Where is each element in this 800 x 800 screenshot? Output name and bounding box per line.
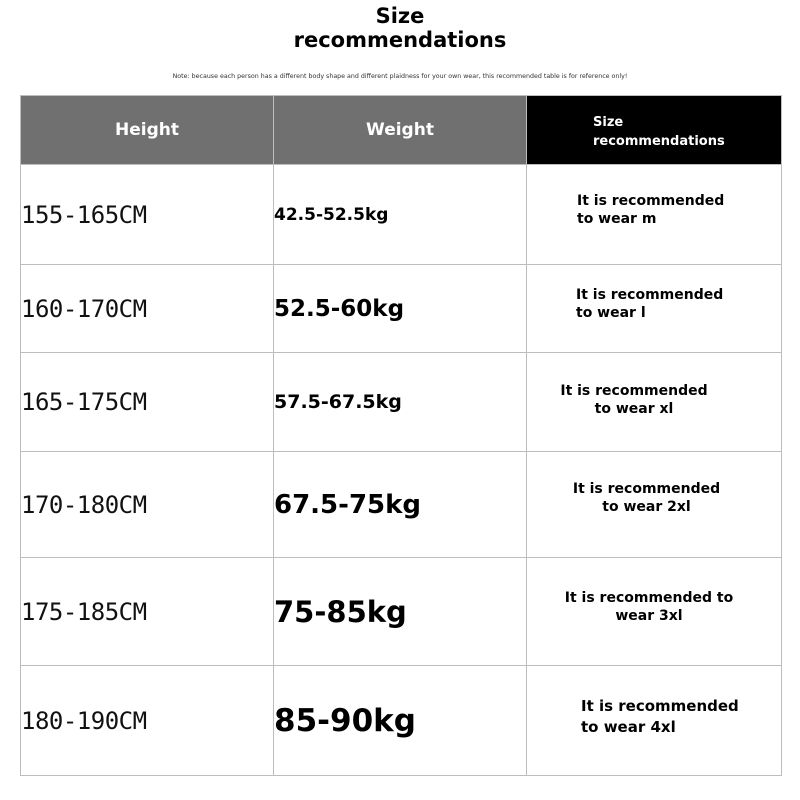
recommendation-line-2: to wear 2xl	[602, 498, 691, 515]
weight-cell: 42.5-52.5kg	[274, 165, 527, 265]
recommendation-line-1: It is recommended to	[564, 589, 734, 606]
table-row	[21, 353, 782, 452]
recommendation-line-2: to wear l	[576, 304, 646, 321]
recommendation-cell	[527, 666, 782, 776]
table-row	[21, 452, 782, 558]
size-table	[20, 95, 782, 776]
recommendation-line-2: wear 3xl	[615, 607, 683, 624]
size-column-header	[527, 96, 782, 165]
table-row	[21, 666, 782, 776]
recommendation-line-2: to wear 4xl	[581, 717, 676, 736]
weight-cell: 57.5-67.5kg	[274, 353, 527, 452]
page-title-line-1: Size	[375, 4, 425, 28]
weight-cell: 85-90kg	[274, 666, 527, 776]
height-cell: 170-180CM	[21, 452, 274, 558]
recommendation-cell	[527, 452, 782, 558]
size-header-line-1: Size	[593, 115, 624, 130]
page-title-line-2: recommendations	[293, 28, 507, 52]
recommendation-cell	[527, 265, 782, 353]
recommendation-line-1: It is recommended	[581, 696, 739, 715]
height-cell: 160-170CM	[21, 265, 274, 353]
weight-cell: 67.5-75kg	[274, 452, 527, 558]
height-cell: 155-165CM	[21, 165, 274, 265]
recommendation-line-1: It is recommended	[572, 480, 721, 497]
size-header-line-2: recommendations	[593, 134, 725, 149]
recommendation-line-1: It is recommended	[560, 383, 708, 399]
recommendation-line-2: to wear m	[577, 210, 657, 227]
height-cell: 165-175CM	[21, 353, 274, 452]
weight-column-header: Weight	[274, 96, 527, 165]
height-cell: 175-185CM	[21, 558, 274, 666]
recommendation-cell	[527, 353, 782, 452]
weight-cell: 75-85kg	[274, 558, 527, 666]
recommendation-line-1: It is recommended	[577, 192, 725, 209]
weight-cell: 52.5-60kg	[274, 265, 527, 353]
height-cell: 180-190CM	[21, 666, 274, 776]
height-column-header: Height	[21, 96, 274, 165]
table-row	[21, 265, 782, 353]
reference-note: Note: because each person has a different body shape and different plaidness for your own wear, this recommended table is for reference only!	[172, 73, 628, 80]
table-header-row	[21, 96, 782, 165]
recommendation-cell	[527, 165, 782, 265]
recommendation-cell	[527, 558, 782, 666]
table-row	[21, 558, 782, 666]
recommendation-line-2: to wear xl	[594, 401, 674, 417]
recommendation-line-1: It is recommended	[576, 286, 724, 303]
page-title	[0, 4, 800, 52]
table-row	[21, 165, 782, 265]
